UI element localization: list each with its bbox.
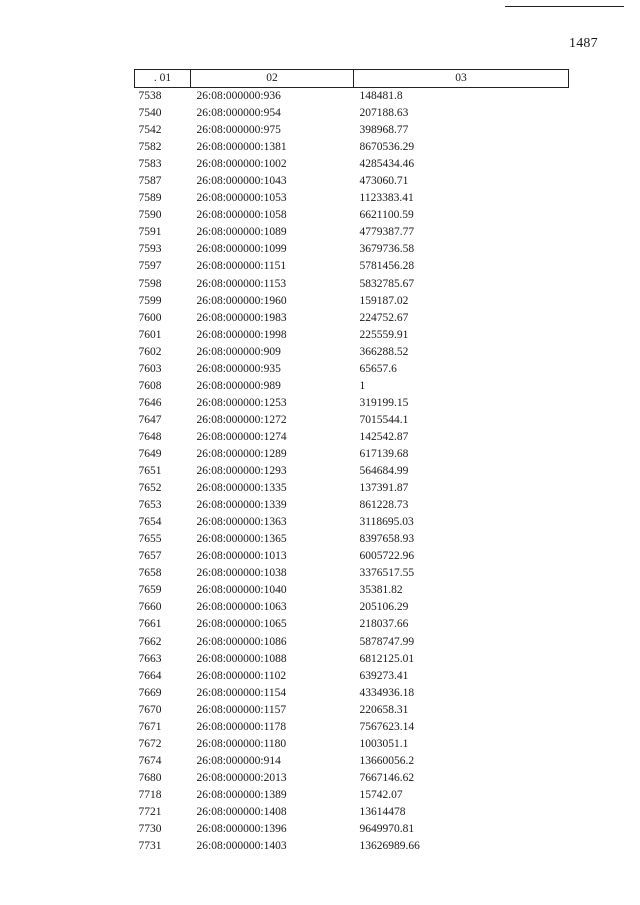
table-row — [135, 821, 569, 838]
cadastral-number-cell: 26:08:000000:936 — [196, 90, 281, 103]
row-number-cell: 7659 — [138, 584, 162, 597]
row-number-cell: 7674 — [138, 754, 162, 767]
cadastral-number-cell: 26:08:000000:1040 — [196, 584, 287, 597]
row-number-cell: 7655 — [138, 533, 162, 546]
value-cell: 7015544.1 — [359, 413, 409, 426]
value-cell: 35381.82 — [359, 584, 403, 597]
row-number-cell: 7540 — [138, 107, 162, 120]
table-row — [135, 88, 569, 106]
row-number-cell: 7593 — [138, 243, 162, 256]
row-number-cell: 7721 — [138, 805, 162, 818]
value-cell: 1003051.1 — [359, 737, 409, 750]
table-row — [135, 327, 569, 344]
table-row — [135, 105, 569, 122]
table-row — [135, 634, 569, 651]
cadastral-number-cell: 26:08:000000:1289 — [196, 448, 287, 460]
table-row — [135, 582, 569, 599]
cadastral-number-cell: 26:08:000000:914 — [196, 754, 281, 767]
row-number-cell: 7649 — [138, 448, 162, 460]
table-row — [135, 310, 569, 327]
cadastral-number-cell: 26:08:000000:1088 — [196, 652, 287, 665]
table-row — [135, 838, 569, 855]
row-number-cell: 7731 — [138, 840, 162, 853]
value-cell: 4285434.46 — [359, 158, 415, 171]
cadastral-number-cell: 26:08:000000:1151 — [196, 260, 287, 273]
table-row — [135, 258, 569, 275]
value-cell: 564684.99 — [359, 465, 409, 478]
cadastral-number-cell: 26:08:000000:1058 — [196, 209, 287, 222]
row-number-cell: 7651 — [138, 465, 162, 478]
table-row — [135, 497, 569, 514]
value-cell: 6621100.59 — [359, 209, 414, 222]
value-cell: 4334936.18 — [359, 686, 415, 699]
row-number-cell: 7647 — [138, 413, 162, 426]
value-cell: 15742.07 — [359, 788, 403, 801]
row-number-cell: 7648 — [138, 430, 162, 443]
row-number-cell: 7669 — [138, 686, 162, 699]
row-number-cell: 7663 — [138, 652, 162, 665]
column-header-03: 03 — [354, 70, 569, 88]
cadastral-number-cell: 26:08:000000:1335 — [196, 482, 287, 495]
cadastral-number-cell: 26:08:000000:975 — [196, 124, 281, 137]
cadastral-number-cell: 26:08:000000:1274 — [196, 430, 287, 443]
table-body — [135, 88, 569, 856]
row-number-cell: 7591 — [138, 226, 162, 239]
value-cell: 7667146.62 — [359, 771, 415, 784]
table-row — [135, 770, 569, 787]
column-header-02: 02 — [191, 70, 354, 88]
row-number-cell: 7661 — [138, 618, 162, 631]
cadastral-number-cell: 26:08:000000:935 — [196, 362, 281, 375]
value-cell: 366288.52 — [359, 345, 409, 358]
row-number-cell: 7653 — [138, 499, 162, 512]
value-cell: 65657.6 — [359, 362, 397, 375]
table-row — [135, 599, 569, 616]
value-cell: 3376517.55 — [359, 567, 415, 580]
row-number-cell: 7652 — [138, 482, 162, 495]
data-table — [134, 69, 569, 855]
table-row — [135, 395, 569, 412]
cadastral-number-cell: 26:08:000000:1403 — [196, 840, 287, 853]
row-number-cell: 7672 — [138, 737, 162, 750]
table-row — [135, 668, 569, 685]
cadastral-number-cell: 26:08:000000:1154 — [196, 686, 287, 699]
table-row — [135, 429, 569, 446]
table-row — [135, 361, 569, 378]
cadastral-number-cell: 26:08:000000:1408 — [196, 805, 287, 818]
cadastral-number-cell: 26:08:000000:1099 — [196, 243, 287, 256]
cadastral-number-cell: 26:08:000000:1063 — [196, 601, 287, 614]
header-row — [135, 70, 569, 88]
table-row — [135, 685, 569, 702]
value-cell: 5832785.67 — [359, 277, 415, 290]
value-cell: 639273.41 — [359, 669, 409, 682]
row-number-cell: 7670 — [138, 703, 162, 716]
value-cell: 473060.71 — [359, 175, 409, 188]
value-cell: 1 — [359, 379, 366, 392]
row-number-cell: 7730 — [138, 823, 162, 836]
cadastral-number-cell: 26:08:000000:1102 — [196, 669, 287, 682]
cadastral-number-cell: 26:08:000000:1381 — [196, 141, 287, 154]
cadastral-number-cell: 26:08:000000:1002 — [196, 158, 287, 171]
table-row — [135, 276, 569, 293]
row-number-cell: 7589 — [138, 192, 162, 205]
value-cell: 13626989.66 — [359, 840, 420, 853]
value-cell: 3679736.58 — [359, 243, 415, 256]
table-row — [135, 241, 569, 258]
page-number: 1487 — [569, 36, 598, 51]
table-row — [135, 378, 569, 395]
row-number-cell: 7601 — [138, 328, 162, 341]
cadastral-number-cell: 26:08:000000:1389 — [196, 788, 287, 801]
value-cell: 220658.31 — [359, 703, 409, 716]
cadastral-number-cell: 26:08:000000:1180 — [196, 737, 287, 750]
cadastral-number-cell: 26:08:000000:1157 — [196, 703, 287, 716]
value-cell: 207188.63 — [359, 107, 409, 120]
row-number-cell: 7664 — [138, 669, 162, 682]
table-row — [135, 190, 569, 207]
row-number-cell: 7602 — [138, 345, 162, 358]
row-number-cell: 7671 — [138, 720, 162, 733]
row-number-cell: 7660 — [138, 601, 162, 614]
cadastral-number-cell: 26:08:000000:1293 — [196, 465, 287, 478]
cadastral-number-cell: 26:08:000000:1043 — [196, 175, 287, 188]
row-number-cell: 7658 — [138, 567, 162, 580]
cadastral-number-cell: 26:08:000000:1086 — [196, 635, 287, 648]
top-rule — [505, 6, 624, 7]
table-row — [135, 139, 569, 156]
value-cell: 5878747.99 — [359, 635, 415, 648]
cadastral-number-cell: 26:08:000000:1396 — [196, 823, 287, 836]
cadastral-number-cell: 26:08:000000:1339 — [196, 499, 287, 512]
table-row — [135, 565, 569, 582]
table-row — [135, 736, 569, 753]
value-cell: 617139.68 — [359, 448, 409, 460]
row-number-cell: 7657 — [138, 550, 162, 563]
table-row — [135, 548, 569, 565]
table-row — [135, 651, 569, 668]
table-row — [135, 207, 569, 224]
value-cell: 861228.73 — [359, 499, 409, 512]
value-cell: 137391.87 — [359, 482, 409, 495]
table-row — [135, 463, 569, 480]
cadastral-number-cell: 26:08:000000:1013 — [196, 550, 287, 563]
table-row — [135, 156, 569, 173]
value-cell: 319199.15 — [359, 396, 409, 409]
cadastral-number-cell: 26:08:000000:1960 — [196, 294, 287, 307]
column-header-01: . 01 — [135, 70, 191, 88]
table-row — [135, 293, 569, 310]
row-number-cell: 7538 — [138, 90, 162, 103]
table-row — [135, 702, 569, 719]
table-row — [135, 753, 569, 770]
value-cell: 13614478 — [359, 805, 406, 818]
value-cell: 3118695.03 — [359, 516, 414, 529]
value-cell: 5781456.28 — [359, 260, 415, 273]
cadastral-number-cell: 26:08:000000:989 — [196, 379, 281, 392]
table-row — [135, 804, 569, 821]
table-row — [135, 173, 569, 190]
cadastral-number-cell: 26:08:000000:1065 — [196, 618, 287, 631]
table-row — [135, 122, 569, 139]
row-number-cell: 7542 — [138, 124, 162, 137]
value-cell: 13660056.2 — [359, 754, 415, 767]
cadastral-number-cell: 26:08:000000:954 — [196, 107, 281, 120]
value-cell: 148481.8 — [359, 90, 403, 103]
cadastral-number-cell: 26:08:000000:1983 — [196, 311, 287, 324]
value-cell: 1123383.41 — [359, 192, 414, 205]
cadastral-number-cell: 26:08:000000:1178 — [196, 720, 287, 733]
row-number-cell: 7654 — [138, 516, 162, 529]
table-row — [135, 616, 569, 633]
cadastral-number-cell: 26:08:000000:1363 — [196, 516, 287, 529]
row-number-cell: 7583 — [138, 158, 162, 171]
table-row — [135, 787, 569, 804]
cadastral-number-cell: 26:08:000000:1998 — [196, 328, 287, 341]
cadastral-number-cell: 26:08:000000:1272 — [196, 413, 287, 426]
value-cell: 224752.67 — [359, 311, 409, 324]
table-row — [135, 412, 569, 429]
cadastral-number-cell: 26:08:000000:1053 — [196, 192, 287, 205]
table-row — [135, 224, 569, 241]
cadastral-number-cell: 26:08:000000:1153 — [196, 277, 287, 290]
value-cell: 225559.91 — [359, 328, 409, 341]
row-number-cell: 7582 — [138, 141, 162, 154]
row-number-cell: 7598 — [138, 277, 162, 290]
cadastral-number-cell: 26:08:000000:1253 — [196, 396, 287, 409]
table-row — [135, 480, 569, 497]
value-cell: 218037.66 — [359, 618, 409, 631]
table-row — [135, 719, 569, 736]
cadastral-number-cell: 26:08:000000:2013 — [196, 771, 287, 784]
cadastral-number-cell: 26:08:000000:1089 — [196, 226, 287, 239]
value-cell: 159187.02 — [359, 294, 409, 307]
row-number-cell: 7599 — [138, 294, 162, 307]
value-cell: 9649970.81 — [359, 823, 415, 836]
value-cell: 6005722.96 — [359, 550, 415, 563]
value-cell: 142542.87 — [359, 430, 409, 443]
table-row — [135, 344, 569, 361]
value-cell: 8670536.29 — [359, 141, 415, 154]
row-number-cell: 7597 — [138, 260, 162, 273]
value-cell: 4779387.77 — [359, 226, 415, 239]
table-row — [135, 446, 569, 463]
row-number-cell: 7587 — [138, 175, 162, 188]
row-number-cell: 7718 — [138, 788, 162, 801]
row-number-cell: 7646 — [138, 396, 162, 409]
table-row — [135, 531, 569, 548]
row-number-cell: 7590 — [138, 209, 162, 222]
cadastral-number-cell: 26:08:000000:1038 — [196, 567, 287, 580]
table-row — [135, 514, 569, 531]
cadastral-number-cell: 26:08:000000:909 — [196, 345, 281, 358]
value-cell: 398968.77 — [359, 124, 409, 137]
value-cell: 6812125.01 — [359, 652, 415, 665]
row-number-cell: 7680 — [138, 771, 162, 784]
row-number-cell: 7662 — [138, 635, 162, 648]
value-cell: 8397658.93 — [359, 533, 415, 546]
row-number-cell: 7600 — [138, 311, 162, 324]
row-number-cell: 7603 — [138, 362, 162, 375]
value-cell: 205106.29 — [359, 601, 409, 614]
row-number-cell: 7608 — [138, 379, 162, 392]
cadastral-number-cell: 26:08:000000:1365 — [196, 533, 287, 546]
value-cell: 7567623.14 — [359, 720, 415, 733]
